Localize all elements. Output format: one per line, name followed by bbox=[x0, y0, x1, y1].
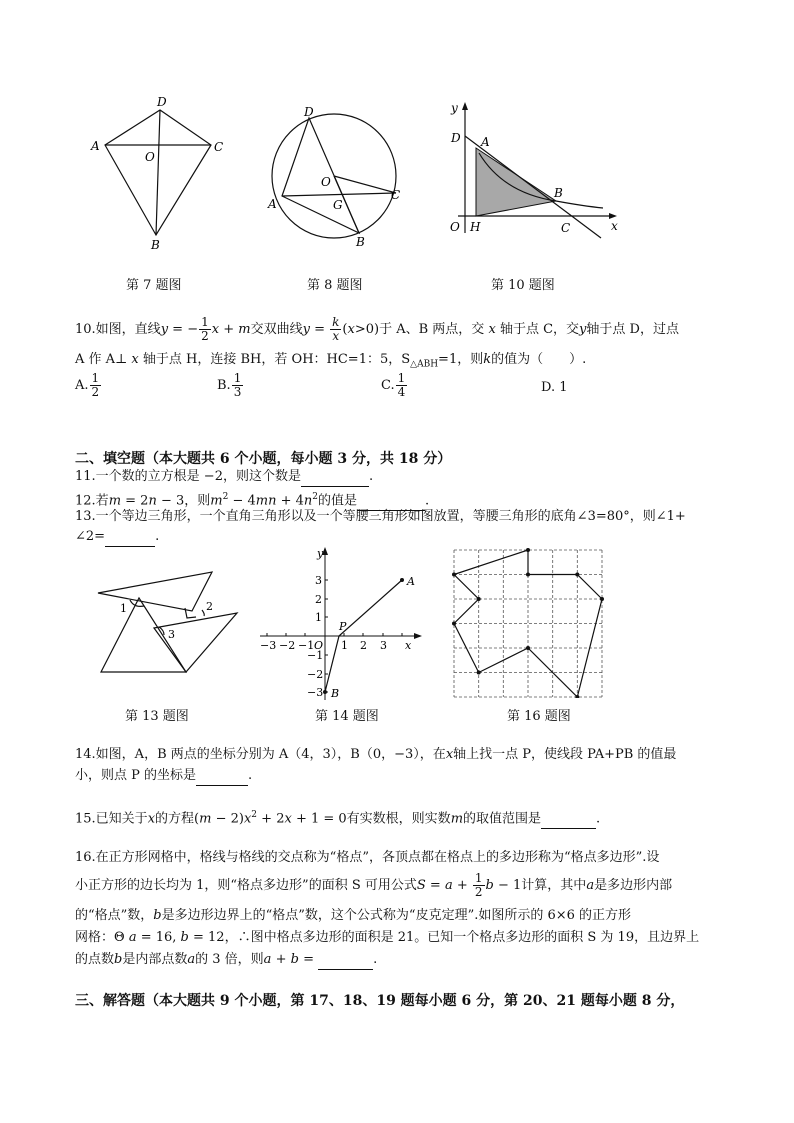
label-d: D bbox=[451, 131, 461, 145]
tick-x-1: 1 bbox=[341, 639, 348, 652]
q13-text: ∠2= bbox=[75, 529, 106, 544]
q10-line2: A 作 A⊥ x 轴于点 H，连接 BH，若 OH：HC=1：5，$S_{\triangle ABH}=1$，则k的值为（ ）. bbox=[75, 352, 587, 370]
q10-option-d: D. 1 bbox=[541, 380, 568, 395]
q16-text: 的 3 倍，则 bbox=[195, 952, 264, 967]
segment-pb bbox=[325, 636, 339, 692]
tick-y-m1: −1 bbox=[307, 649, 324, 662]
tick-y-1: 1 bbox=[315, 611, 322, 624]
option-label: B. bbox=[217, 378, 231, 393]
q15-text: 的取值范围是 bbox=[463, 811, 542, 827]
option-label: C. bbox=[381, 378, 395, 393]
tick-x-m3: −3 bbox=[260, 639, 277, 652]
answer-blank bbox=[301, 472, 369, 487]
tick-x-2: 2 bbox=[360, 639, 367, 652]
q10-option-a: A. $\frac{1}{2}$ bbox=[75, 371, 100, 399]
label-o: O bbox=[314, 639, 324, 652]
caption-fig7: 第 7 题图 bbox=[126, 278, 182, 293]
q16-text: 计算，其中 bbox=[521, 878, 587, 893]
label-h: H bbox=[470, 220, 481, 234]
q16-text: 小正方形的边长均为 1，则“格点多边形”的面积 S 可用公式 bbox=[75, 878, 417, 893]
tick-y-2: 2 bbox=[315, 593, 322, 606]
q14-end: . bbox=[248, 768, 253, 783]
caption-fig14: 第 14 题图 bbox=[315, 709, 379, 724]
label-y: y bbox=[317, 547, 324, 560]
q11-end: . bbox=[368, 469, 374, 484]
q14-text: 14.如图，A，B 两点的坐标分别为 A（4，3），B（0，−3），在 bbox=[75, 747, 446, 762]
q13-line2 bbox=[75, 527, 159, 547]
figure-14 bbox=[255, 545, 430, 705]
q10-option-c: C. $\frac{1}{4}$ bbox=[381, 371, 406, 399]
label-d: D bbox=[157, 95, 167, 109]
q16-text: 的点数 bbox=[75, 952, 115, 967]
q10-text: 10.如图，直线 bbox=[75, 322, 161, 337]
label-o: O bbox=[450, 220, 460, 234]
label-c: C bbox=[561, 221, 571, 235]
point-b bbox=[323, 690, 327, 694]
q16-text: 是多边形内部 bbox=[594, 878, 673, 893]
q16-line3: 的“格点”数，b是多边形边界上的“格点”数，这个公式称为“皮克定理”.如图所示的 6×6 的正方形 bbox=[75, 908, 632, 923]
angle-label-3: 3 bbox=[168, 628, 175, 641]
q14-text: 轴上找一点 P，使线段 PA+PB 的值最 bbox=[453, 747, 677, 762]
q12-end: . bbox=[425, 493, 430, 509]
label-a: A bbox=[91, 139, 100, 153]
section-2-title: 二、填空题（本大题共 6 个小题，每小题 3 分，共 18 分） bbox=[75, 451, 452, 467]
q15-text: 15.已知关于 bbox=[75, 811, 148, 827]
figure-10 bbox=[443, 98, 628, 243]
q10-text: 的值为（ ）. bbox=[491, 352, 587, 367]
label-b: B bbox=[554, 186, 563, 200]
right-triangle bbox=[98, 572, 212, 611]
q16-line2: 小正方形的边长均为 1，则“格点多边形”的面积 S 可用公式S = a + $\frac{1}{2}$ b − 1计算，其中a是多边形内部 bbox=[75, 871, 673, 899]
q16-text: 的“格点”数， bbox=[75, 908, 154, 923]
q10-text: 轴于点 D，过点 bbox=[586, 322, 679, 337]
tick-y-m2: −2 bbox=[307, 668, 324, 681]
option-label: A. bbox=[75, 378, 89, 393]
figure-8 bbox=[262, 100, 412, 250]
label-o: O bbox=[321, 175, 331, 189]
q14-text: 小，则点 P 的坐标是 bbox=[75, 768, 197, 783]
caption-fig16: 第 16 题图 bbox=[507, 709, 571, 724]
q10-sub: △ABH bbox=[410, 359, 439, 370]
fraction: $\frac{1}{2}$ bbox=[201, 315, 209, 343]
label-b: B bbox=[356, 235, 365, 249]
label-a: A bbox=[268, 197, 277, 211]
segment-pa bbox=[339, 580, 402, 636]
angle-label-2: 2 bbox=[206, 600, 213, 613]
label-b: B bbox=[151, 238, 160, 252]
q10-text: 于 A、B 两点，交 bbox=[379, 322, 485, 337]
tick-x-m1: −1 bbox=[298, 639, 315, 652]
q10-text: 轴于点 H，连接 BH，若 OH：HC=1：5，S bbox=[142, 352, 411, 367]
isosceles-triangle bbox=[154, 613, 237, 672]
figure-16 bbox=[450, 548, 610, 698]
q10-text: 轴于点 C，交 bbox=[499, 322, 580, 337]
answer-blank bbox=[318, 955, 373, 970]
q12: 12.若m = 2n − 3，则$m^2 - 4mn + 4n^2$的值是 . bbox=[75, 487, 429, 511]
q10-text: 交双曲线 bbox=[250, 322, 303, 337]
q10-text: A 作 A⊥ bbox=[75, 352, 128, 367]
q15: 15.已知关于x的方程$(m - 2)x^2 + 2x + 1 = 0$有实数根，则实数m的取值范围是 . bbox=[75, 805, 600, 829]
caption-fig8: 第 8 题图 bbox=[307, 278, 363, 293]
label-c: C bbox=[391, 188, 401, 202]
tick-y-m3: −3 bbox=[307, 686, 324, 699]
label-a: A bbox=[481, 135, 490, 149]
label-b: B bbox=[331, 687, 340, 700]
q16-line5: 的点数b是内部点数a的 3 倍，则a + b = . bbox=[75, 950, 377, 970]
q16-line1: 16.在正方形网格中，格线与格线的交点称为“格点”，各顶点都在格点上的多边形称为“格点多边形”.设 bbox=[75, 850, 660, 865]
tick-x-3: 3 bbox=[380, 639, 387, 652]
section-3-title: 三、解答题（本大题共 9 个小题，第 17、18、19 题每小题 6 分，第 20、21 题每小题 8 分， bbox=[75, 993, 685, 1009]
caption-fig10: 第 10 题图 bbox=[491, 278, 555, 293]
q14-line2 bbox=[75, 766, 252, 786]
q16-text: ，∴图中格点多边形的面积是 21。已知一个格点多边形的面积 S 为 19，且边界上 bbox=[224, 930, 700, 945]
q12-text: 12.若 bbox=[75, 493, 109, 509]
q10-text: =1，则 bbox=[438, 352, 484, 367]
q15-text: 的方程 bbox=[155, 811, 195, 827]
q16-text: 网格： bbox=[75, 930, 115, 945]
q16-text: 是内部点数 bbox=[122, 952, 188, 967]
q13-line1: 13.一个等边三角形，一个直角三角形以及一个等腰三角形如图放置，等腰三角形的底角∠3=80°，则∠1+ bbox=[75, 509, 686, 524]
tick-y-3: 3 bbox=[315, 574, 322, 587]
label-p: P bbox=[339, 620, 347, 633]
q11 bbox=[75, 467, 373, 487]
angle-label-1: 1 bbox=[120, 602, 127, 615]
q10-option-b: B. $\frac{1}{3}$ bbox=[217, 371, 242, 399]
point-a bbox=[400, 578, 404, 582]
q12-text: ，则 bbox=[184, 493, 211, 509]
label-d: D bbox=[304, 105, 314, 119]
q15-text: 有实数根，则实数 bbox=[346, 811, 451, 827]
q16-text: 是多边形边界上的“格点”数，这个公式称为“皮克定理”.如图所示的 6×6 的正方形 bbox=[161, 908, 632, 923]
q10-line1: 10.如图，直线y = − $\frac{1}{2}$ x + m交双曲线y = $\frac{k}{x}$ (x>0)于 A、B 两点，交 x 轴于点 C，交y轴于点 D，过点 bbox=[75, 315, 679, 343]
label-o: O bbox=[145, 150, 155, 164]
q16-line4: 网格：Θ a = 16, b = 12，∴图中格点多边形的面积是 21。已知一个格点多边形的面积 S 为 19，且边界上 bbox=[75, 930, 700, 945]
angle-arc-2 bbox=[202, 610, 204, 616]
shaded-triangle-abh bbox=[476, 148, 556, 216]
figure-7 bbox=[85, 95, 230, 255]
tick-x-m2: −2 bbox=[279, 639, 296, 652]
label-x: x bbox=[611, 219, 618, 233]
q14-line1: 14.如图，A，B 两点的坐标分别为 A（4，3），B（0，−3），在x轴上找一点 P，使线段 PA+PB 的值最 bbox=[75, 747, 677, 762]
answer-blank bbox=[105, 532, 155, 547]
q16-end: . bbox=[373, 952, 378, 967]
q12-text: 的值是 bbox=[318, 493, 358, 509]
q15-end: . bbox=[596, 811, 601, 827]
q11-text: 11.一个数的立方根是 −2，则这个数是 bbox=[75, 469, 301, 484]
figure-13 bbox=[92, 568, 242, 678]
diagonal-db bbox=[156, 110, 160, 235]
answer-blank bbox=[196, 771, 248, 786]
caption-fig13: 第 13 题图 bbox=[125, 709, 189, 724]
label-g: G bbox=[333, 198, 343, 212]
label-y: y bbox=[451, 101, 458, 115]
q13-end: . bbox=[155, 529, 160, 544]
fraction: $\frac{k}{x}$ bbox=[332, 315, 340, 343]
label-c: C bbox=[214, 140, 224, 154]
label-a: A bbox=[407, 575, 415, 588]
answer-blank bbox=[541, 814, 596, 829]
label-x: x bbox=[405, 639, 412, 652]
